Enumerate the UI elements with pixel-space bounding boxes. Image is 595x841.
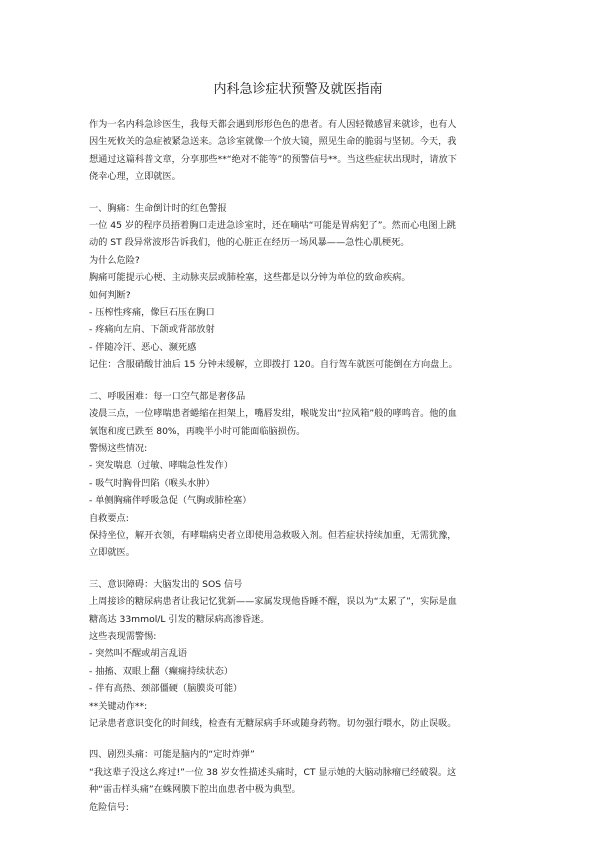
section-dyspnea (89, 388, 507, 562)
subheading: 为什么危险? (89, 254, 140, 266)
list-item: - 突然叫不醒或胡言乱语 (89, 648, 188, 660)
subheading: 自救要点: (89, 512, 129, 524)
subheading: 警惕这些情况: (89, 442, 148, 454)
section-heading: 一、胸痛：生命倒计时的红色警报 (89, 202, 227, 214)
intro-line: 作为一名内科急诊医生，我每天都会遇到形形色色的患者。有人因轻微感冒来就诊，也有人 (89, 119, 457, 130)
subheading: 如何判断? (89, 289, 131, 301)
body-line: 上周接诊的糖尿病患者让我记忆犹新——家属发现他昏睡不醒，误以为“太累了”，实际是血 (89, 596, 457, 608)
section-chest-pain (89, 200, 507, 374)
body-line: 动的 ST 段异常波形告诉我们，他的心脏正在经历一场风暴——急性心肌梗死。 (89, 237, 410, 249)
body-line: “我这辈子没这么疼过!”一位 38 岁女性描述头痛时，CT 显示她的大脑动脉瘤已经破裂。这 (89, 766, 457, 778)
section-heading: 三、意识障碍：大脑发出的 SOS 信号 (89, 578, 243, 590)
intro-paragraph (89, 116, 507, 186)
body-line: 一位 45 岁的程序员捂着胸口走进急诊室时，还在嘀咕“可能是胃病犯了”。然而心电图上跳 (89, 220, 456, 232)
list-item: - 伴有高热、颈部僵硬（脑膜炎可能） (89, 683, 243, 695)
body-line: 氧饱和度已跌至 80%，再晚半小时可能面临脑损伤。 (89, 425, 306, 437)
body-line: 凌晨三点，一位哮喘患者蜷缩在担架上，嘴唇发绀，喉咙发出“拉风箱”般的哮鸣音。他的血 (89, 408, 457, 420)
body-line: 胸痛可能提示心梗、主动脉夹层或肺栓塞，这些都是以分钟为单位的致命疾病。 (89, 272, 411, 284)
list-item: - 吸气时胸骨凹陷（喉头水肿） (89, 477, 215, 489)
intro-line: 侥幸心理，立即就医。 (89, 171, 181, 183)
section-heading: 四、剧烈头痛：可能是脑内的“定时炸弹” (89, 749, 255, 761)
section-consciousness (89, 576, 507, 733)
list-item: - 突发喘息（过敏、哮喘急性发作） (89, 460, 234, 472)
list-item: - 压榨性疼痛，像巨石压在胸口 (89, 307, 215, 319)
section-headache (89, 746, 507, 816)
list-item: - 单侧胸痛伴呼吸急促（气胸或肺栓塞） (89, 495, 252, 507)
section-heading: 二、呼吸困难：每一口空气都是奢侈品 (89, 390, 246, 402)
subheading: 危险信号: (89, 801, 129, 813)
body-line: 记录患者意识变化的时间线，检查有无糖尿病手环或随身药物。切勿强行喂水，防止误吸。 (89, 718, 457, 729)
body-line: 保持坐位，解开衣领，有哮喘病史者立即使用急救吸入剂。但若症状持续加重，无需犹豫， (89, 529, 457, 541)
intro-line: 想通过这篇科普文章，分享那些**“绝对不能等”的预警信号**。当这些症状出现时，请放下 (89, 153, 457, 165)
list-item: - 伴随冷汗、恶心、濒死感 (89, 341, 197, 353)
page-title: 内科急诊症状预警及就医指南 (213, 82, 383, 97)
body-line: 糖高达 33mmol/L 引发的糖尿病高渗昏迷。 (89, 613, 270, 625)
list-item: - 抽搐、双眼上翻（癫痫持续状态） (89, 665, 234, 677)
body-line: 种“雷击样头痛”在蛛网膜下腔出血患者中极为典型。 (89, 784, 301, 796)
body-line: 记住：含服硝酸甘油后 15 分钟未缓解，立即拨打 120。自行驾车就医可能倒在方向盘上。 (89, 359, 458, 371)
subheading: 这些表现需警惕: (89, 630, 157, 642)
list-item: - 疼痛向左肩、下颌或背部放射 (89, 324, 215, 336)
subheading: **关键动作**: (89, 700, 148, 712)
intro-line: 因生死攸关的急症被紧急送来。急诊室就像一个放大镜，照见生命的脆弱与坚韧。今天，我 (89, 136, 457, 148)
body-line: 立即就医。 (89, 547, 135, 559)
